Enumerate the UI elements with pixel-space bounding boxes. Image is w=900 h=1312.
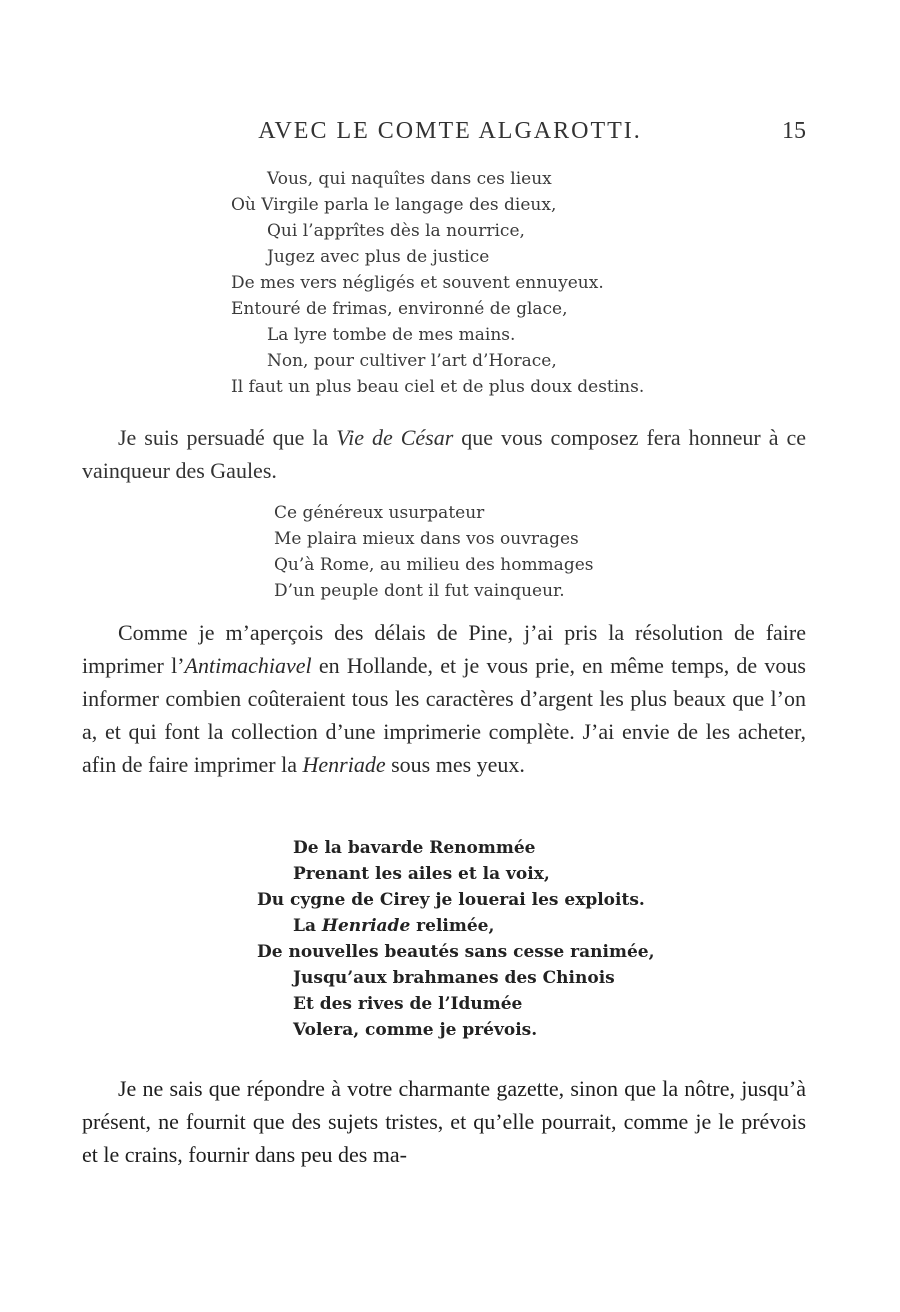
italic-title-henriade: Henriade [302,752,386,777]
verse-block-2 [274,500,593,604]
verse-line: De la bavarde Renommée [293,838,536,858]
verse-line: Qui l’apprîtes dès la nourrice, [267,221,525,241]
italic-title-antimachiavel: Antimachiavel [184,653,312,678]
verse-line [257,913,655,939]
prose-paragraph-2 [82,616,806,781]
verse-line: D’un peuple dont il fut vainqueur. [274,581,565,601]
verse-line: Il faut un plus beau ciel et de plus doux destins. [231,377,645,397]
verse-line: Du cygne de Cirey je louerai les exploits. [257,890,645,910]
verse-line: Non, pour cultiver l’art d’Horace, [267,351,557,371]
verse-line: Qu’à Rome, au milieu des hommages [274,555,594,575]
verse-line: La lyre tombe de mes mains. [267,325,516,345]
verse-line: Jugez avec plus de justice [267,247,490,267]
verse-block-1 [231,166,644,400]
verse-line: Vous, qui naquîtes dans ces lieux [267,169,552,189]
prose-paragraph-3 [82,1072,806,1171]
paragraph-text: Comme je m’aperçois des délais de Pine, j’ai pris la résolution de faire imprimer l’ [82,620,806,678]
verse-line: Me plaira mieux dans vos ouvrages [274,529,579,549]
verse-line: De mes vers négligés et souvent ennuyeux. [231,273,604,293]
paragraph-text: Je ne sais que répondre à votre charmante gazette, sinon que la nôtre, jusqu’à présent, ne fournit que des sujets tristes, et qu’elle pourrait, comme je le prévois et le crains, fournir dans peu des ma- [82,1076,806,1167]
italic-title-henriade: Henriade [321,916,411,936]
paragraph-text: Je suis persuadé que la [118,425,337,450]
italic-title-vie-de-cesar: Vie de César [336,425,454,450]
page-number: 15 [782,118,806,144]
verse-line: Ce généreux usurpateur [274,503,485,523]
running-header-title: AVEC LE COMTE ALGAROTTI. [258,118,642,144]
verse-line: De nouvelles beautés sans cesse ranimée, [257,942,655,962]
paragraph-text: en Hollande, et je vous prie, en même temps, de vous informer combien coûteraient tous les caractères d’argent les plus beaux que l’on a, et qui font la collection d’une imprimerie complète. J’ai envie de les acheter, afin de faire imprimer la [82,653,806,777]
verse-line: Où Virgile parla le langage des dieux, [231,195,557,215]
paragraph-text: que vous composez fera honneur à ce vainqueur des Gaules. [82,425,806,483]
verse-line: Entouré de frimas, environné de glace, [231,299,568,319]
verse-text: La [293,916,322,936]
verse-block-3 [257,835,655,1043]
verse-line: Volera, comme je prévois. [293,1020,538,1040]
verse-line: Prenant les ailes et la voix, [293,864,550,884]
verse-line: Jusqu’aux brahmanes des Chinois [293,968,615,988]
verse-text: relimée, [410,916,495,936]
prose-paragraph-1 [82,421,806,487]
verse-line: Et des rives de l’Idumée [293,994,523,1014]
paragraph-text: sous mes yeux. [385,752,525,777]
